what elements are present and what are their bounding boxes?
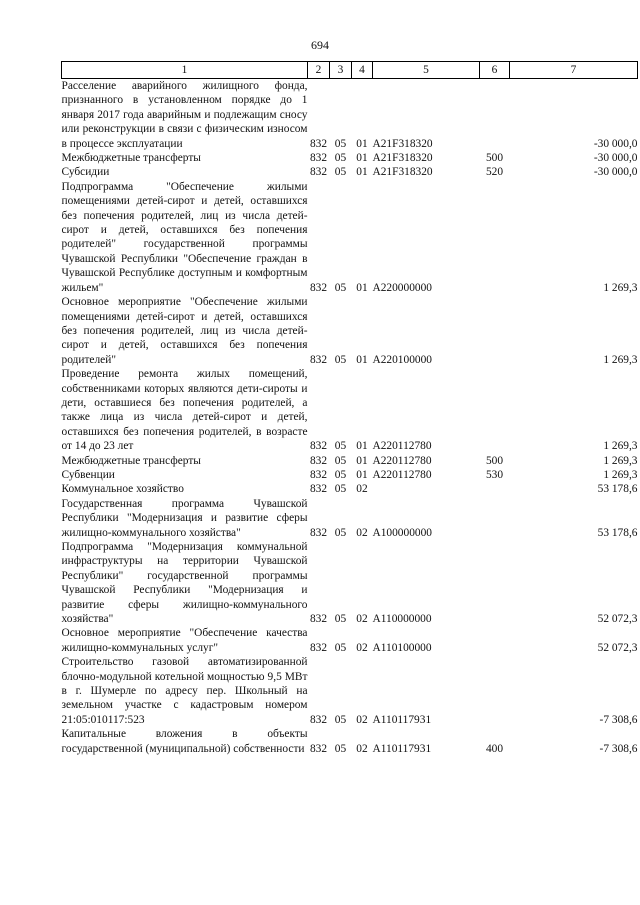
table-row <box>62 497 638 540</box>
row-name: Проведение ремонта жилых помещений, собственниками которых являются дети-сироты и дети, оставшиеся без попечения родителей, а также лица из числа детей-сирот и детей, оставшихся без попечения родителей, в возрасте от 14 до 23 лет <box>61 368 308 453</box>
subsection-code: 02 <box>356 713 368 726</box>
admin-code: 832 <box>309 353 328 366</box>
table-row <box>62 454 638 468</box>
section-code: 05 <box>334 440 347 453</box>
column-header: 6 <box>480 62 510 79</box>
section-code: 05 <box>334 713 347 726</box>
row-name: Подпрограмма "Модернизация коммунальной инфраструктуры на территории Чувашской Республики" государственной программы Чувашской Республики "Модернизация и развитие сферы жилищно-коммунального хозяйства" <box>61 541 308 626</box>
table-header-row <box>62 62 638 79</box>
subsection-code: 01 <box>356 440 368 453</box>
target-article-code: A220112780 <box>372 454 432 467</box>
admin-code: 832 <box>309 281 328 294</box>
column-header: 5 <box>373 62 480 79</box>
row-name: Коммунальное хозяйство <box>61 483 184 496</box>
expense-type-code <box>480 655 510 727</box>
target-article-code: A220100000 <box>372 353 432 366</box>
section-code: 05 <box>334 641 347 654</box>
amount: -30 000,0 <box>593 137 638 150</box>
subsection-code: 01 <box>356 353 368 366</box>
target-article-code: A220112780 <box>372 468 432 481</box>
expense-type-code <box>480 626 510 655</box>
subsection-code: 02 <box>356 613 368 626</box>
section-code: 05 <box>334 526 347 539</box>
amount: 1 269,3 <box>603 468 638 481</box>
amount: 1 269,3 <box>603 454 638 467</box>
section-code: 05 <box>334 281 347 294</box>
amount: -30 000,0 <box>593 166 638 179</box>
amount: 52 072,3 <box>597 641 638 654</box>
expense-type-code <box>480 295 510 367</box>
row-name: Субсидии <box>61 166 110 179</box>
target-article-code: A110117931 <box>372 742 432 755</box>
target-article-code <box>373 482 480 496</box>
row-name: Расселение аварийного жилищного фонда, признанного в установленном порядке до 1 января 2017 года аварийным и подлежащим сносу или реконструкции в связи с физическим износом в процессе эксплуатации <box>61 80 308 150</box>
amount: -30 000,0 <box>593 152 638 165</box>
expense-type-code: 520 <box>485 166 504 179</box>
subsection-code: 02 <box>356 526 368 539</box>
section-code: 05 <box>334 483 347 496</box>
expense-type-code: 530 <box>485 468 504 481</box>
section-code: 05 <box>334 152 347 165</box>
amount: 53 178,6 <box>597 483 638 496</box>
expense-type-code <box>480 79 510 152</box>
budget-table <box>61 61 638 756</box>
expense-type-code <box>480 497 510 540</box>
admin-code: 832 <box>309 483 328 496</box>
row-name: Субвенции <box>61 468 115 481</box>
row-name: Межбюджетные трансферты <box>61 152 201 165</box>
subsection-code: 01 <box>356 152 368 165</box>
target-article-code: A21F318320 <box>372 152 433 165</box>
amount: 52 072,3 <box>597 613 638 626</box>
table-row <box>62 482 638 496</box>
subsection-code: 02 <box>356 742 368 755</box>
table-row <box>62 655 638 727</box>
target-article-code: A220000000 <box>372 281 432 294</box>
row-name: Строительство газовой автоматизированной блочно-модульной котельной мощностью 9,5 МВт в г. Шумерле по адресу пер. Школьный на земельном участке с кадастровым номером 21:05:010117:523 <box>61 656 308 726</box>
amount: 53 178,6 <box>597 526 638 539</box>
admin-code: 832 <box>309 454 328 467</box>
table-row <box>62 180 638 295</box>
subsection-code: 01 <box>356 468 368 481</box>
table-row <box>62 151 638 165</box>
section-code: 05 <box>334 613 347 626</box>
subsection-code: 01 <box>356 137 368 150</box>
table-row <box>62 468 638 482</box>
admin-code: 832 <box>309 641 328 654</box>
amount: 1 269,3 <box>603 281 638 294</box>
subsection-code: 01 <box>356 281 368 294</box>
table-row <box>62 727 638 756</box>
row-name: Основное мероприятие "Обеспечение жилыми помещениями детей-сирот и детей, оставшихся без попечения родителей, лиц из числа детей-сирот и детей, оставшихся без попечения родителей" <box>61 296 308 366</box>
admin-code: 832 <box>309 742 328 755</box>
target-article-code: A220112780 <box>372 440 432 453</box>
column-header: 2 <box>308 62 330 79</box>
amount: -7 308,6 <box>599 742 638 755</box>
table-row <box>62 295 638 367</box>
column-header: 7 <box>510 62 638 79</box>
row-name: Государственная программа Чувашской Республики "Модернизация и развитие сферы жилищно-коммунального хозяйства" <box>61 497 308 539</box>
expense-type-code: 500 <box>485 454 504 467</box>
subsection-code: 02 <box>356 641 368 654</box>
admin-code: 832 <box>309 152 328 165</box>
expense-type-code <box>480 482 510 496</box>
table-row <box>62 79 638 152</box>
amount: -7 308,6 <box>599 713 638 726</box>
admin-code: 832 <box>309 440 328 453</box>
column-header: 1 <box>62 62 308 79</box>
row-name: Основное мероприятие "Обеспечение качества жилищно-коммунальных услуг" <box>61 627 308 654</box>
page-number: 694 <box>311 38 329 52</box>
subsection-code: 02 <box>356 483 368 496</box>
section-code: 05 <box>334 742 347 755</box>
target-article-code: A100000000 <box>372 526 432 539</box>
admin-code: 832 <box>309 613 328 626</box>
table-row <box>62 165 638 179</box>
table-row <box>62 626 638 655</box>
section-code: 05 <box>334 468 347 481</box>
row-name: Капитальные вложения в объекты государственной (муниципальной) собственности <box>61 728 308 755</box>
expense-type-code: 500 <box>485 152 504 165</box>
expense-type-code <box>480 367 510 453</box>
subsection-code: 01 <box>356 166 368 179</box>
section-code: 05 <box>334 166 347 179</box>
section-code: 05 <box>334 137 347 150</box>
expense-type-code <box>480 540 510 626</box>
admin-code: 832 <box>309 137 328 150</box>
target-article-code: A21F318320 <box>372 166 433 179</box>
target-article-code: A110000000 <box>372 613 432 626</box>
section-code: 05 <box>334 454 347 467</box>
expense-type-code <box>480 180 510 295</box>
amount: 1 269,3 <box>603 440 638 453</box>
table-row <box>62 540 638 626</box>
section-code: 05 <box>334 353 347 366</box>
column-header: 3 <box>330 62 352 79</box>
target-article-code: A21F318320 <box>372 137 433 150</box>
admin-code: 832 <box>309 713 328 726</box>
target-article-code: A110117931 <box>372 713 432 726</box>
row-name: Подпрограмма "Обеспечение жилыми помещениями детей-сирот и детей, оставшихся без попечения родителей, лиц из числа детей-сирот и детей, оставшихся без попечения родителей" государственной программы Чувашской Республики "Обеспечение граждан в Чувашской Республике доступным и комфортным жильем" <box>61 180 308 294</box>
column-header: 4 <box>352 62 373 79</box>
row-name: Межбюджетные трансферты <box>61 454 201 467</box>
admin-code: 832 <box>309 166 328 179</box>
table-row <box>62 367 638 453</box>
target-article-code: A110100000 <box>372 641 432 654</box>
admin-code: 832 <box>309 526 328 539</box>
amount: 1 269,3 <box>603 353 638 366</box>
admin-code: 832 <box>309 468 328 481</box>
subsection-code: 01 <box>356 454 368 467</box>
expense-type-code: 400 <box>485 742 504 755</box>
